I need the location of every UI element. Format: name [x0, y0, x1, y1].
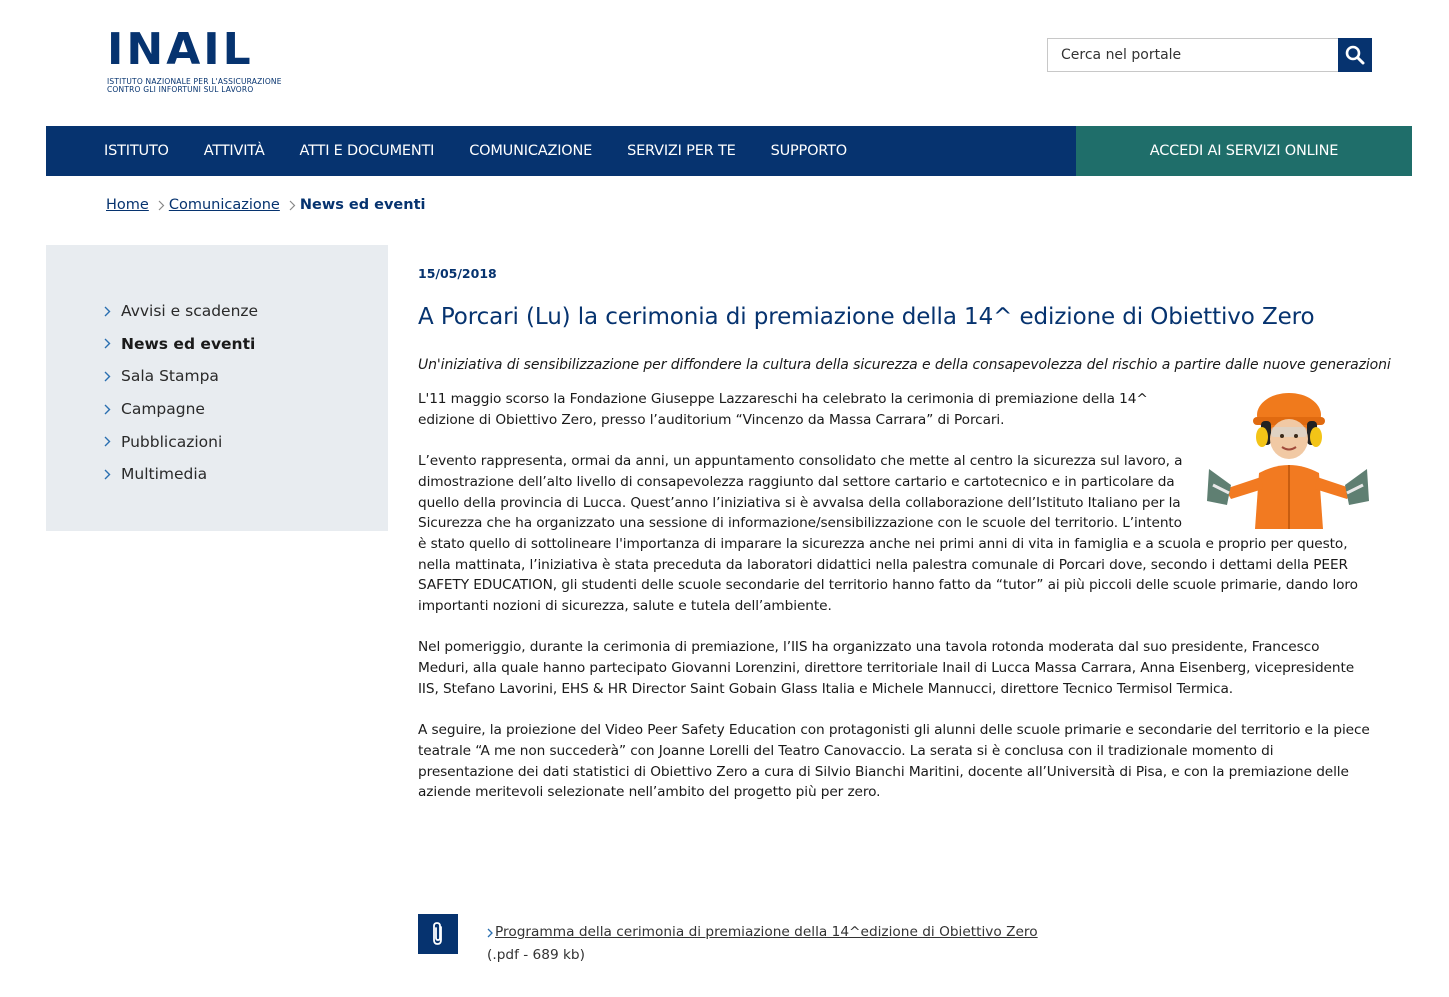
article-body: [418, 389, 1373, 803]
attachment: [418, 914, 1038, 966]
article-paragraph: L'11 maggio scorso la Fondazione Giuseppe Lazzareschi ha celebrato la cerimonia di premiazione della 14^ edizione di Obiettivo Zero, presso l’auditorium “Vincenzo da Massa Carrara” di Porcari.: [418, 391, 1148, 428]
article-paragraph: Nel pomeriggio, durante la cerimonia di premiazione, l’IIS ha organizzato una tavola rotonda moderata dal suo presidente, Francesco Meduri, alla quale hanno partecipato Giovanni Lorenzini, direttore territoriale Inail di Lucca Massa Carrara, Anna Eisenberg, vicepresidente IIS, Stefano Lavorini, EHS & HR Director Saint Gobain Glass Italia e Michele Mannucci, direttore Tecnico Termisol Termica.: [418, 639, 1355, 697]
nav-main-menu: [46, 126, 1076, 176]
sidebar-item-pubblicazioni[interactable]: [104, 425, 258, 458]
nav-item-comunicazione[interactable]: COMUNICAZIONE: [469, 143, 593, 159]
chevron-right-icon: [104, 469, 116, 480]
article-paragraph: A seguire, la proiezione del Video Peer Safety Education con protagonisti gli alunni delle scuole primarie e secondarie del territorio e la piece teatrale “A me non succederà” con Joanne Lorelli del Teatro Canovaccio. La serata si è conclusa con il tradizionale momento di presentazione dei dati statistici di Obiettivo Zero a cura di Silvio Bianchi Maritini, docente all’Università di Pisa, e con la premiazione delle aziende meritevoli selezionate nell’ambito del progetto più per zero.: [418, 722, 1370, 801]
article-subtitle: Un'iniziativa di sensibilizzazione per diffondere la cultura della sicurezza e della consapevolezza del rischio a partire dalle nuove generazioni: [418, 357, 1391, 373]
sidebar-item-avvisi-e-scadenze[interactable]: [104, 295, 258, 328]
nav-item-supporto[interactable]: SUPPORTO: [770, 143, 847, 159]
sidebar-item-label: Campagne: [121, 400, 205, 419]
breadcrumb-home[interactable]: Home: [106, 197, 149, 213]
paperclip-icon: [429, 921, 447, 947]
chevron-right-icon: [158, 200, 165, 211]
logo-subtitle-line2: CONTRO GLI INFORTUNI SUL LAVORO: [107, 85, 254, 94]
inail-logo[interactable]: [107, 24, 287, 96]
breadcrumb-comunicazione[interactable]: Comunicazione: [168, 197, 280, 213]
main-navigation: [46, 126, 1412, 176]
sidebar-item-label: Multimedia: [121, 465, 208, 484]
breadcrumb-current: News ed eventi: [299, 197, 426, 213]
search-button[interactable]: [1338, 38, 1372, 72]
sidebar-item-label: Sala Stampa: [121, 367, 219, 386]
search-form: [1047, 38, 1372, 72]
article-date: 15/05/2018: [418, 266, 497, 281]
article: [418, 264, 1391, 824]
nav-item-atti-e-documenti[interactable]: ATTI E DOCUMENTI: [299, 143, 435, 159]
attachment-icon-box: [418, 914, 458, 954]
attachment-meta: (.pdf - 689 kb): [487, 946, 585, 963]
nav-item-istituto[interactable]: ISTITUTO: [104, 143, 169, 159]
child-safety-illustration: [1203, 389, 1373, 529]
chevron-right-icon: [289, 200, 296, 211]
sidebar-item-multimedia[interactable]: [104, 458, 258, 491]
sidebar-item-label: Pubblicazioni: [121, 432, 223, 451]
article-paragraph: L’evento rappresenta, ormai da anni, un appuntamento consolidato che mette al centro la sicurezza sul lavoro, a dimostrazione dell’alto livello di consapevolezza raggiunto dal settore cartario e cartotecnico e in particolare da quello della provincia di Lucca. Quest’anno l’iniziativa si è avvalsa della collaborazione dell’Istituto Italiano per la Sicurezza che ha organizzato una sessione di informazione/sensibilizzazione con le scuole del territorio. L’intento è stato quello di sottolineare l'importanza di imparare la sicurezza anche nei primi anni di vita in famiglia e a scuola e proprio per questo, nella mattinata, l’iniziativa è stata preceduta da laboratori didattici nella palestra comunale di Porcari dove, secondo i dettami della PEER SAFETY EDUCATION, gli studenti delle scuole secondarie del territorio hanno fatto da “tutor” ai più piccoli delle scuole primarie, dando loro importanti nozioni di sicurezza, salute e tutela dell’ambiente.: [418, 453, 1358, 615]
attachment-text: [487, 922, 1038, 966]
chevron-right-icon: [104, 436, 116, 447]
attachment-link-label: Programma della cerimonia di premiazione della 14^edizione di Obiettivo Zero: [495, 924, 1038, 940]
search-icon: [1345, 45, 1365, 65]
sidebar-menu: [104, 295, 258, 491]
sidebar-item-sala-stampa[interactable]: [104, 360, 258, 393]
chevron-right-icon: [104, 306, 116, 317]
breadcrumb: [106, 197, 426, 213]
attachment-link[interactable]: [487, 922, 1038, 943]
chevron-right-icon: [104, 338, 116, 349]
nav-item-attivita[interactable]: ATTIVITÀ: [203, 143, 265, 159]
chevron-right-icon: [104, 371, 116, 382]
sidebar-item-news-ed-eventi[interactable]: [104, 328, 258, 361]
nav-item-servizi-per-te[interactable]: SERVIZI PER TE: [627, 143, 736, 159]
sidebar-item-label: Avvisi e scadenze: [121, 302, 259, 321]
chevron-right-icon: [104, 404, 116, 415]
chevron-right-icon: [487, 928, 493, 938]
article-title: A Porcari (Lu) la cerimonia di premiazione della 14^ edizione di Obiettivo Zero: [418, 304, 1315, 330]
online-services-button[interactable]: ACCEDI AI SERVIZI ONLINE: [1076, 126, 1412, 176]
search-input[interactable]: [1047, 38, 1338, 72]
sidebar-item-campagne[interactable]: [104, 393, 258, 426]
sidebar-item-label: News ed eventi: [121, 334, 256, 353]
logo-wordmark: INAIL: [107, 24, 254, 75]
logo-subtitle: [107, 78, 287, 94]
logo-subtitle-line1: ISTITUTO NAZIONALE PER L'ASSICURAZIONE: [107, 77, 282, 86]
sidebar: [46, 245, 388, 531]
